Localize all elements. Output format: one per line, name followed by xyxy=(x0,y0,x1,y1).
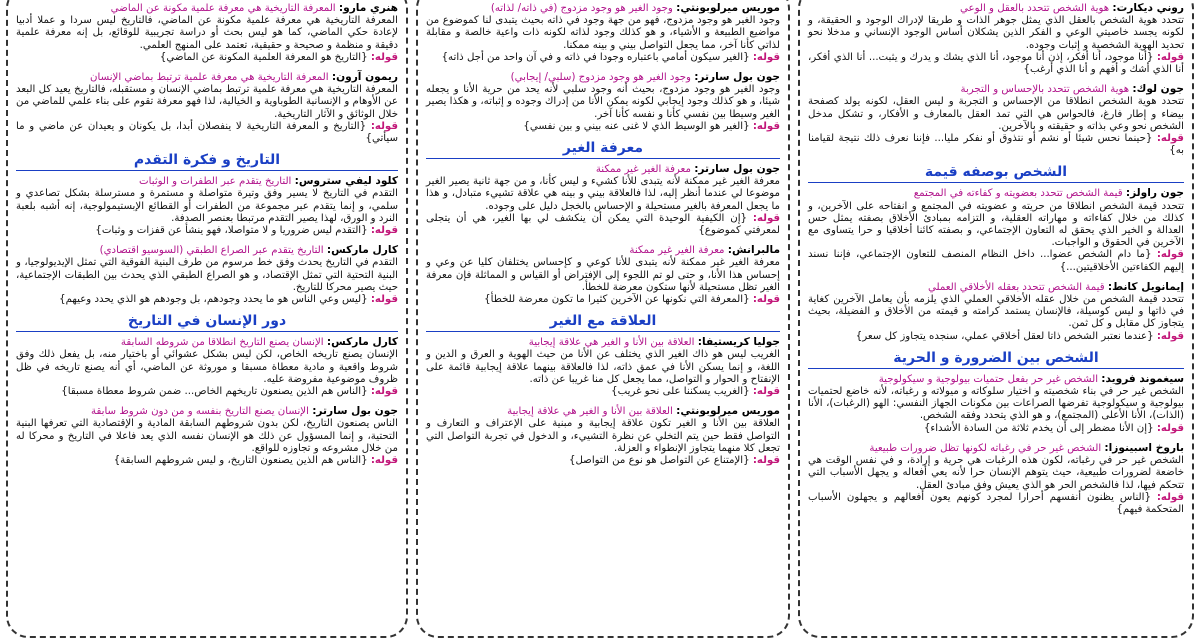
quote-label: قوله: xyxy=(752,51,780,63)
philosopher-name: باروخ اسبينوزا: xyxy=(1104,441,1184,454)
entry-body: الغريب ليس هو ذاك الغير الذي يختلف عن الأنا من حيث الهوية و العرق و الدين و اللغة، و إنما يسكن الأنا في عمق ذاته، لذا فالعلاقة بينهما علاقة إيجابية قائمة على الإنفتاح و الحوار و التواصل، مما يجعل كل منا غريبا عن ذاته. xyxy=(426,349,780,385)
entry-body: تتحدد قيمة الشخص انطلاقا من حريته و عضويته في المجتمع و انفتاحه على الآخرين، و كذلك من خلال كفاءاته و مهاراته العقلية، و التزامه بمبادئ الأخلاق بصفته يمثل حس العدالة و الخير الذي يحقق له التعاون الإجتماعي، و بصفته كائنا أخلاقيا و حرا يتساوى مع الآخرين في الحقوق و الواجبات. xyxy=(808,200,1184,249)
philosopher-name: كارل ماركس: xyxy=(326,336,398,349)
thesis-text: الشخص غير حر في رغباته لكونها تظل ضرورات طبيعية xyxy=(869,442,1102,454)
quote-text: {إن الأنا مضطر إلى أن يخدم ثلاثة من السادة الأشداء} xyxy=(923,422,1154,434)
philosopher-name: جون لوك: xyxy=(1132,83,1184,96)
quote-text: {التاريخ هو المعرفة العلمية المكونة عن الماضي} xyxy=(159,51,368,63)
thesis-text: قيمة الشخص تتحدد بعضويته و كفاءته في المجتمع xyxy=(913,188,1123,200)
entry-body: وجود الغير هو وجود مزدوج، فهو من جهة وجود في ذاته بحيث يتبدى لنا كموضوع من مواضيع الطبيعة و الأشياء، و هو كذلك وجود لذاته لكونه ذات واعية خالصة و مقابلة لذاتي كأنا آخر، مما يجعل التواصل بيني و بينه ممكنا. xyxy=(426,15,780,51)
column-other xyxy=(416,0,790,638)
entry-body: تتحدد هوية الشخص بالعقل الذي يمثل جوهر الذات و طريقا لإدراك الوجود و الحقيقة، و لكونه يجسد خاصيتي الوعي و الفكر الذين يشكلان أساس الوجود الإنساني و مدخلا نحو تحديد الهوية الشخصية و إثبات وجوده. xyxy=(808,15,1184,51)
entry-levi-strauss xyxy=(16,175,398,237)
entry-kant xyxy=(808,281,1184,343)
entry-sartre-2 xyxy=(426,163,780,237)
entry-body: معرفة الغير غير ممكنة لأنه يتبدى للأنا كوعي و كإحساس يختلفان كليا عن وعي و إحساس هذا الأنا، و حتى لو تم اللجوء إلى الإفتراض أو القياس و المماثلة فإن معرفة الغير تظل مستحيلة لأنها ستكون معرضة للخطأ. xyxy=(426,257,780,293)
section-title-necessity-freedom: الشخص بين الضرورة و الحرية xyxy=(808,350,1184,369)
column-person xyxy=(798,0,1194,638)
quote-text: {الغير سيكون أمامي باعتباره وجودا في ذاته و في آن واحد من أجل ذاته} xyxy=(441,51,750,63)
quote-label: قوله: xyxy=(370,120,398,132)
quote-label: قوله: xyxy=(1156,422,1184,434)
entry-body: وجود الغير هو وجود مزدوج، بحيث أنه وجود سلبي لأنه يحد من حرية الأنا و يجعله شيئا، و هو كذلك وجود إيجابي لكونه يمكن الأنا من إدراك وجوده و إثباته، و هكذا يصير الغير وسيطا بين نفسي كأنا و نفسه كأنا آخر. xyxy=(426,84,780,120)
philosopher-name: روني ديكارت: xyxy=(1112,2,1184,14)
quote-label: قوله: xyxy=(370,294,398,306)
thesis-text: هوية الشخص تتحدد بالإحساس و التجربة xyxy=(960,84,1130,96)
entry-body: المعرفة التاريخية هي معرفة علمية مكونة عن الماضي، فالتاريخ ليس سردا و عملا أدبيا لإعادة حكي الماضي، كما هو ليس بحث أو دراسة تجريبية للوقائع، بل إنه معرفة علمية دقيقة و منظمة و صحيحة و حقيقية، تعتمد على المنهج العلمي. xyxy=(16,15,398,51)
quote-label: قوله: xyxy=(370,225,398,237)
quote-text: {الناس يظنون أنفسهم أحرارا لمجرد كونهم يعون أفعالهم و يجهلون الأسباب المتحكمة فيهم} xyxy=(808,491,1184,515)
quote-text: {التاريخ و المعرفة التاريخية لا ينفصلان أبدا، بل يكونان و يعيدان عن ماضي و ما سيأتي} xyxy=(16,120,398,145)
thesis-text: المعرفة التاريخية هي معرفة علمية مكونة عن الماضي xyxy=(110,3,336,14)
quote-text: {ليس وعي الناس هو ما يحدد وجودهم، بل وجودهم هو الذي يحدد وعيهم} xyxy=(59,294,368,306)
entry-marrou xyxy=(16,2,398,64)
philosopher-name: موريس ميرلوبونتي: xyxy=(676,2,780,14)
entry-marx-1 xyxy=(16,244,398,306)
section-title-relation-other: العلاقة مع الغير xyxy=(426,313,780,332)
philosopher-name: كلود ليفي ستروس: xyxy=(294,175,398,188)
thesis-text: العلاقة بين الأنا و الغير هي علاقة إيجابية xyxy=(507,406,673,418)
philosopher-name: مالبرانش: xyxy=(727,244,780,257)
quote-text: {الإمتناع عن التواصل هو نوع من التواصل} xyxy=(568,455,750,467)
philosopher-name: جوليا كريستيفا: xyxy=(697,336,780,349)
quote-label: قوله: xyxy=(752,294,780,306)
quote-label: قوله: xyxy=(370,455,398,467)
philosopher-name: جون راولز: xyxy=(1125,187,1184,200)
quote-label: قوله: xyxy=(370,51,398,63)
thesis-text: التاريخ يتقدم عبر الطفرات و الوثبات xyxy=(139,176,292,188)
thesis-text: معرفة الغير غير ممكنة xyxy=(595,164,691,176)
philosopher-name: كارل ماركس: xyxy=(326,244,398,257)
entry-malebranche xyxy=(426,244,780,306)
philosopher-name: جون بول سارتر: xyxy=(312,405,398,418)
entry-sartre-1 xyxy=(426,71,780,133)
entry-spinoza xyxy=(808,442,1184,516)
quote-label: قوله: xyxy=(1156,133,1184,145)
thesis-text: الإنسان يصنع التاريخ بنفسه و من دون شروط سابقة xyxy=(91,406,309,418)
entry-body: تتحدد هوية الشخص انطلاقا من الإحساس و التجربة و ليس العقل، لكونه يولد كصفحة بيضاء و إطار فارغ، فالحواس هي التي تمد العقل بالمعارف و الأفكار، و تشكل مدخل الشخص نحو وعي بذاته و حقيقته و بالآخرين. xyxy=(808,96,1184,132)
thesis-text: المعرفة التاريخية هي معرفة علمية ترتبط بماضي الإنسان xyxy=(90,72,329,84)
thesis-text: معرفة الغير غير ممكنة xyxy=(629,245,725,257)
quote-text: {المعرفة التي نكونها عن الآخرين كثيرا ما تكون معرضة للخطأ} xyxy=(484,294,750,306)
quote-label: قوله: xyxy=(1156,491,1184,503)
philosopher-name: ريمون آرون: xyxy=(331,71,398,84)
quote-label: قوله: xyxy=(1156,249,1184,261)
entry-locke xyxy=(808,83,1184,157)
entry-body: العلاقة بين الأنا و الغير تكون علاقة إيجابية و مبنية على الإعتراف و التعارف و التواصل فقط حين يتم التخلي عن نظرة التشييء، و الدخول في تجربة التواصل التي تجعل كلا منهما يتجاوز الإنطواء و العزلة. xyxy=(426,418,780,454)
entry-body: معرفة الغير غير ممكنة لأنه يتبدى للأنا كشيء و ليس كأنا، و من جهة ثانية يصير الغير موضوعا لي عندما أنظر إليه، لذا فالعلاقة بيني و بينه هي علاقة تشييء متبادل، و هذا ما يجعل المعرفة بالغير مستحيلة و الإحساس بالخجل دليل على وجوده. xyxy=(426,176,780,212)
quote-text: {الغير هو الوسيط الذي لا غنى عنه بيني و بين نفسي} xyxy=(523,120,750,132)
section-title-human-role: دور الإنسان في التاريخ xyxy=(16,313,398,332)
quote-label: قوله: xyxy=(370,386,398,398)
quote-label: قوله: xyxy=(752,455,780,467)
entry-rawls xyxy=(808,187,1184,273)
quote-text: {الناس هم الذين يصنعون تاريخهم الخاص... ضمن شروط معطاة مسبقا} xyxy=(61,386,368,398)
quote-text: {إن الكيفية الوحيدة التي يمكن أن ينكشف لي بها الغير، هي أن يتجلى لمعرفتي كموضوع} xyxy=(426,212,780,237)
entry-body: تتحدد قيمة الشخص من خلال عقله الأخلاقي العملي الذي يلزمه بأن يعامل الآخرين كغاية في ذاتها و ليس كوسيلة، فالإنسان يستمد كرامته و قيمته من الأخلاق و الفضيلة، بحيث يتجاوز كل مقابل و كل ثمن. xyxy=(808,294,1184,330)
thesis-text: وجود الغير هو وجود مزدوج (سلبي/ إيجابي) xyxy=(510,72,691,84)
thesis-text: قيمة الشخص تتحدد بعقله الأخلاقي العملي xyxy=(927,281,1105,293)
quote-text: {ما دام الشخص عضوا... داخل النظام المنصف للتعاون الإجتماعي، فإننا نسند إليهم الكفاءتين الأخلاقيتين...} xyxy=(808,249,1184,273)
quote-text: {الناس هم الذين يصنعون التاريخ، و ليس شروطهم السابقة} xyxy=(113,455,368,467)
quote-text: {أنا موجود، أنا أفكر، إذن أنا موجود، أنا الذي يشك و يدرك و يثبت... أنا الذي أفكر، أنا الذي أشك و أفهم و أنا الذي أرغب} xyxy=(808,51,1184,76)
philosopher-name: موريس ميرلوبونتي: xyxy=(676,405,780,418)
philosopher-name: سيغموند فرويد: xyxy=(1101,372,1184,385)
quote-label: قوله: xyxy=(1156,330,1184,342)
section-title-knowing-other: معرفة الغير xyxy=(426,140,780,159)
thesis-text: التاريخ يتقدم عبر الصراع الطبقي (السوسيو اقتصادي) xyxy=(99,245,324,257)
thesis-text: هوية الشخص تتحدد بالعقل و الوعي xyxy=(960,3,1110,14)
entry-body: التقدم في التاريخ لا يسير وفق وتيرة متواصلة و مستمرة و مسترسلة بشكل تصاعدي و سلمي، و إنما يتقدم عبر مجموعة من الطفرات أو القطائع الإبستيمولوجية، إنه أشبه بلعبة النرد و الورق، لهذا يصير التقدم مرتبطا بعنصر الصدفة. xyxy=(16,188,398,224)
quote-text: {التقدم ليس ضروريا و لا متواصلا، فهو ينشأ عن قفزات و وثبات} xyxy=(95,225,368,237)
quote-text: {عندما نعتبر الشخص ذاتا لعقل أخلاقي عملي، سنجده يتجاوز كل سعر} xyxy=(855,330,1154,342)
entry-descartes xyxy=(808,2,1184,76)
thesis-text: وجود الغير هو وجود مزدوج (في ذاته/ لذاته) xyxy=(490,3,673,14)
entry-body: التقدم في التاريخ يحدث وفق خط مرسوم من طرف البنية الفوقية التي تمثل الإيديولوجيا، و البنية التحتية التي تمثل الإقتصاد، و هو الصراع الطبقي الذي يحدث بين الطبقات الإجتماعية، حيث يصير محركا للتاريخ. xyxy=(16,257,398,293)
quote-label: قوله: xyxy=(752,212,781,224)
entry-sartre-3 xyxy=(16,405,398,467)
quote-label: قوله: xyxy=(1156,51,1184,63)
quote-label: قوله: xyxy=(752,386,780,398)
section-title-value: الشخص بوصفه قيمة xyxy=(808,164,1184,183)
thesis-text: الإنسان يصنع التاريخ انطلاقا من شروطه السابقة xyxy=(120,337,324,349)
section-title-progress: التاريخ و فكرة التقدم xyxy=(16,152,398,171)
entry-merleau-ponty-1 xyxy=(426,2,780,64)
philosopher-name: جون بول سارتر: xyxy=(694,163,780,176)
philosopher-name: جون بول سارتر: xyxy=(694,71,780,84)
philosopher-name: هنري مارو: xyxy=(338,2,398,14)
quote-text: {الغريب يسكننا على نحو غريب} xyxy=(611,386,750,398)
thesis-text: العلاقة بين الأنا و الغير هي علاقة إيجابية xyxy=(528,337,695,349)
entry-freud xyxy=(808,373,1184,435)
entry-kristeva xyxy=(426,336,780,398)
quote-label: قوله: xyxy=(752,120,780,132)
entry-body: الشخص غير حر في رغباته، لكون هذه الرغبات هي حرية و إرادة، و في نفس الوقت هي خاضعة لضرورات طبيعية، حيث يتوهم الإنسان حرا لأنه يعي أفعاله و يجهل الأسباب التي تتحكم فيها، لذا فالشخص الحر هو الذي يعيش وفق مبادئ العقل. xyxy=(808,455,1184,491)
entry-body: الناس يصنعون التاريخ، لكن بدون شروطهم السابقة المادية و الإقتصادية التي تعرفها البنية التحتية، و إنما المسؤول عن ذلك هو الإنسان نفسه الذي يعد فاعلا في التاريخ و محركا له من خلال مشروعه و تجاوزه للواقع. xyxy=(16,418,398,454)
thesis-text: الشخص غير حر بفعل حتميات بيولوجية و سيكولوجية xyxy=(878,373,1099,385)
philosopher-name: إيمانويل كانط: xyxy=(1107,280,1184,293)
entry-body: الإنسان يصنع تاريخه الخاص، لكن ليس بشكل عشوائي أو باختيار منه، بل يفعل ذلك وفق شروط واقعية و مادية معطاة مسبقا و موروثة عن الماضي، أي أنه يصنع تاريخه في ظل ظروف موضوعية مفروضة عليه. xyxy=(16,349,398,385)
column-history xyxy=(6,0,408,638)
entry-body: الشخص غير حر في بناء شخصيته و اختيار سلوكاته و ميولاته و رغباته، لأنه خاضع لحتميات بيولوجية و سيكولوجية تفرضها الصراعات بين مكونات الجهاز النفسي: الهو (الرغبات)، الأنا (الذات)، الأنا الأعلى (المجتمع)، و هو الذي يتحدد وفقه الشخص. xyxy=(808,386,1184,422)
entry-body: المعرفة التاريخية هي معرفة علمية ترتبط بماضي الإنسان و مستقبله، فالتاريخ يعيد كل البعد عن الأوهام و الإنسانية الطوباوية و الخيالية، لذا فهو معرفة تقوم على بناء علمي للماضي من خلال الوثائق و الآثار التاريخية. xyxy=(16,84,398,120)
entry-marx-2 xyxy=(16,336,398,398)
quote-text: {حينما نحس شيئا أو نشم أو نتذوق أو نفكر مليا... فإننا نعرف ذلك نتيجة لقيامنا به} xyxy=(808,133,1184,157)
entry-merleau-ponty-2 xyxy=(426,405,780,467)
entry-aron xyxy=(16,71,398,145)
